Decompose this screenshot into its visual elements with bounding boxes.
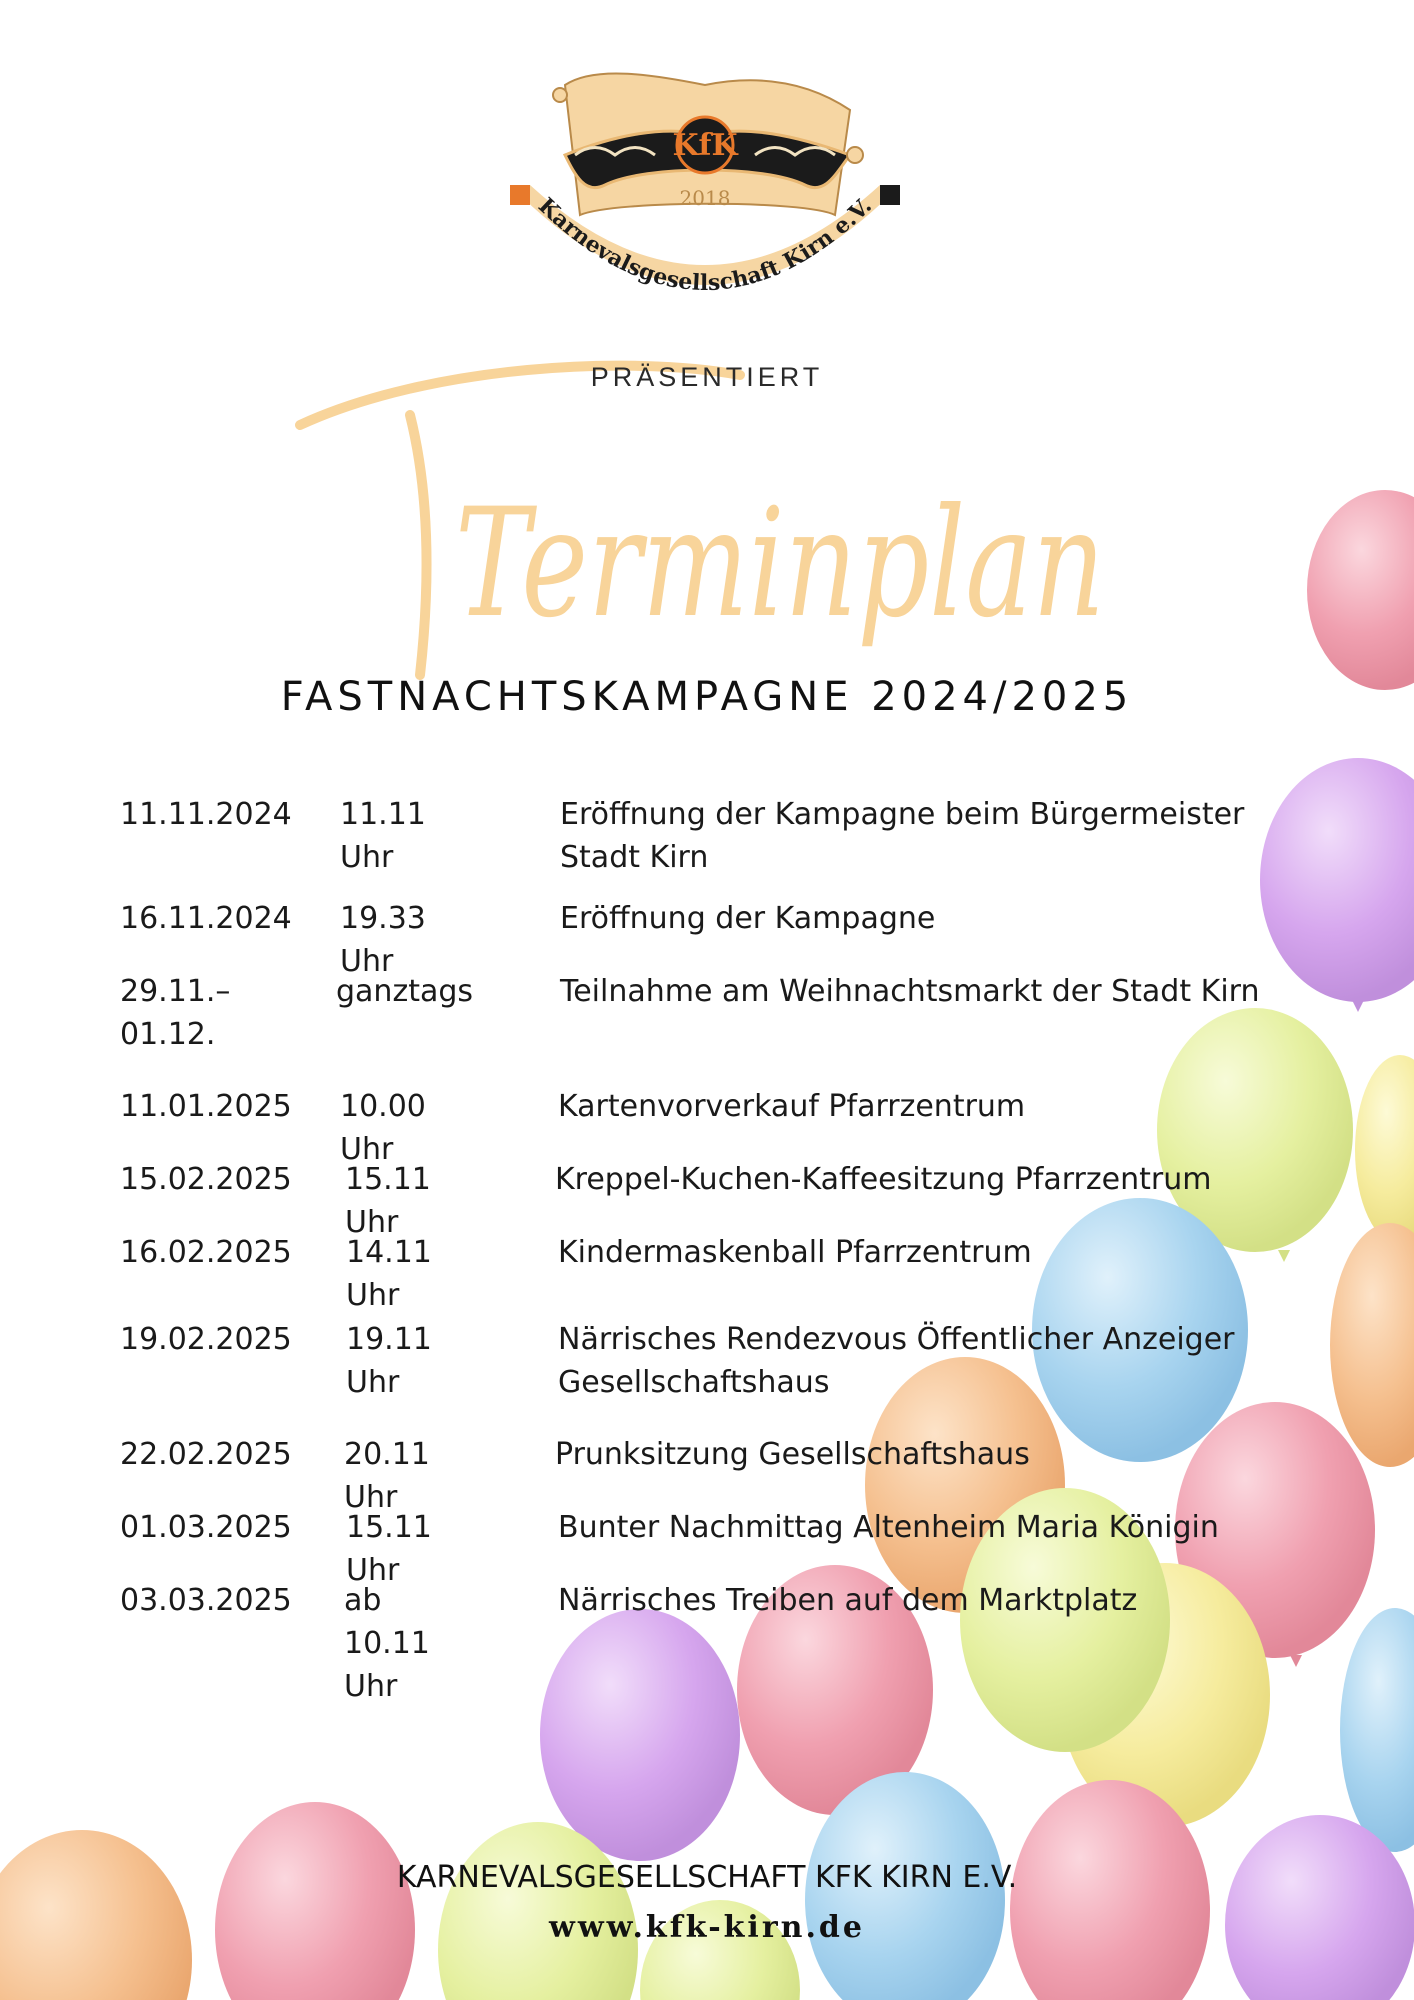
event-date: 19.02.2025: [120, 1322, 292, 1357]
event-time: 20.11 Uhr: [344, 1437, 430, 1515]
event-time: 11.11 Uhr: [340, 797, 426, 875]
event-time: 15.11 Uhr: [346, 1510, 432, 1588]
event-time: 10.00 Uhr: [340, 1089, 426, 1167]
event-description: Prunksitzung Gesellschaftshaus: [555, 1437, 1030, 1472]
event-time: ab 10.11 Uhr: [344, 1583, 430, 1704]
footer-website-link[interactable]: www.kfk-kirn.de: [549, 1910, 865, 1945]
balloon: [1340, 1608, 1414, 1852]
balloon: [1355, 1055, 1414, 1245]
logo-year: 2018: [679, 186, 731, 210]
balloon: [540, 1609, 740, 1861]
event-date: 03.03.2025: [120, 1583, 292, 1618]
event-date: 11.11.2024: [120, 797, 292, 832]
event-date: 01.03.2025: [120, 1510, 292, 1545]
balloon: [215, 1802, 415, 2000]
event-date: 22.02.2025: [120, 1437, 292, 1472]
event-description: Eröffnung der Kampagne: [560, 901, 936, 936]
title-text: Terminplan: [455, 477, 1105, 651]
event-date: 29.11.– 01.12.: [120, 974, 231, 1052]
club-logo: [505, 55, 905, 335]
logo-arc-text: Karnevalsgesellschaft Kirn e.V.: [533, 192, 877, 297]
footer-organization: KARNEVALSGESELLSCHAFT KFK KIRN E.V.: [396, 1860, 1018, 1895]
event-description: Bunter Nachmittag Altenheim Maria Königin: [558, 1510, 1219, 1545]
event-description: Närrisches Rendezvous Öffentlicher Anzeiger Gesellschaftshaus: [558, 1322, 1235, 1400]
event-date: 15.02.2025: [120, 1162, 292, 1197]
presents-label: PRÄSENTIERT: [590, 362, 824, 392]
event-date: 16.02.2025: [120, 1235, 292, 1270]
event-description: Närrisches Treiben auf dem Marktplatz: [558, 1583, 1138, 1618]
event-description: Eröffnung der Kampagne beim Bürgermeister Stadt Kirn: [560, 797, 1245, 875]
balloon: [1330, 1223, 1414, 1467]
event-description: Teilnahme am Weihnachtsmarkt der Stadt Kirn: [560, 974, 1260, 1009]
event-time: 19.11 Uhr: [346, 1322, 432, 1400]
event-time: 15.11 Uhr: [345, 1162, 431, 1240]
logo-monogram: KfK: [672, 128, 738, 163]
campaign-subtitle: FASTNACHTSKAMPAGNE 2024/2025: [280, 674, 1134, 720]
event-time: 14.11 Uhr: [346, 1235, 432, 1313]
balloon: [1307, 490, 1414, 690]
event-date: 11.01.2025: [120, 1089, 292, 1124]
event-description: Kartenvorverkauf Pfarrzentrum: [558, 1089, 1026, 1124]
title-script: [280, 355, 1140, 685]
event-time: 19.33 Uhr: [340, 901, 426, 979]
event-time: ganztags: [336, 974, 474, 1009]
event-description: Kindermaskenball Pfarrzentrum: [558, 1235, 1032, 1270]
event-date: 16.11.2024: [120, 901, 292, 936]
event-description: Kreppel-Kuchen-Kaffeesitzung Pfarrzentrum: [555, 1162, 1212, 1197]
